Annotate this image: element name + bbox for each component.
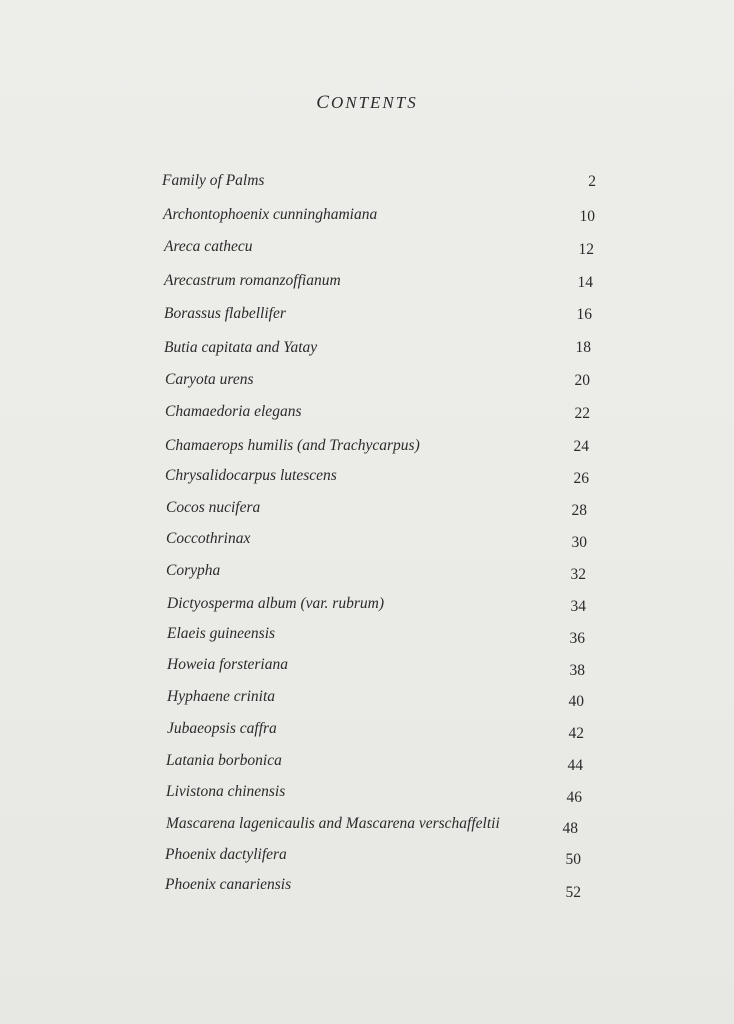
toc-entry-title: Latania borbonica (166, 752, 282, 769)
toc-entry-page-number: 30 (571, 534, 587, 551)
toc-entry-title: Archontophoenix cunninghamiana (163, 206, 378, 223)
contents-heading: CONTENTS (316, 92, 418, 113)
toc-entry-title: Phoenix dactylifera (165, 846, 287, 863)
toc-entry-page-number: 10 (579, 208, 595, 225)
toc-entry-page-number: 40 (568, 693, 584, 710)
toc-entry-title: Borassus flabellifer (164, 305, 286, 322)
toc-entry-page-number: 46 (566, 789, 582, 806)
toc-entry-title: Mascarena lagenicaulis and Mascarena verschaffeltii (166, 815, 500, 832)
toc-entry-title: Livistona chinensis (166, 783, 286, 800)
toc-entry-title: Cocos nucifera (166, 499, 261, 516)
toc-entry-title: Caryota urens (165, 371, 254, 388)
toc-entry-page-number: 24 (573, 438, 589, 455)
toc-entry-page-number: 38 (569, 662, 585, 679)
toc-entry-title: Hyphaene crinita (167, 688, 276, 705)
toc-entry-page-number: 34 (570, 598, 586, 615)
toc-entry-page-number: 16 (576, 306, 592, 323)
toc-entry-title: Dictyosperma album (var. rubrum) (167, 595, 384, 612)
toc-entry-page-number: 14 (577, 274, 593, 291)
toc-entry-title: Family of Palms (162, 172, 265, 189)
toc-entry-page-number: 2 (588, 173, 596, 190)
toc-entry-page-number: 50 (565, 851, 581, 868)
toc-entry-page-number: 42 (568, 725, 584, 742)
toc-entry-page-number: 52 (565, 884, 581, 901)
toc-entry-title: Chamaedoria elegans (165, 403, 302, 420)
toc-entry-title: Elaeis guineensis (167, 625, 276, 642)
toc-entry-page-number: 12 (578, 241, 594, 258)
toc-entry-title: Chrysalidocarpus lutescens (165, 467, 337, 484)
toc-entry-title: Jubaeopsis caffra (167, 720, 277, 737)
toc-entry-title: Phoenix canariensis (165, 876, 292, 893)
toc-entry-title: Arecastrum romanzoffianum (164, 272, 341, 289)
toc-entry-page-number: 26 (573, 470, 589, 487)
toc-entry-page-number: 22 (574, 405, 590, 422)
toc-entry-page-number: 44 (567, 757, 583, 774)
toc-entry-page-number: 36 (569, 630, 585, 647)
toc-entry-page-number: 28 (571, 502, 587, 519)
toc-entry-title: Coccothrinax (166, 530, 251, 547)
toc-entry-page-number: 32 (570, 566, 586, 583)
toc-entry-page-number: 18 (575, 339, 591, 356)
toc-entry-title: Corypha (166, 562, 221, 579)
toc-entry-page-number: 20 (574, 372, 590, 389)
toc-entry-title: Areca cathecu (164, 238, 253, 255)
toc-entry-page-number: 48 (562, 820, 578, 837)
toc-entry-title: Howeia forsteriana (167, 656, 288, 673)
toc-entry-title: Butia capitata and Yatay (164, 339, 318, 356)
toc-entry-title: Chamaerops humilis (and Trachycarpus) (165, 437, 420, 454)
